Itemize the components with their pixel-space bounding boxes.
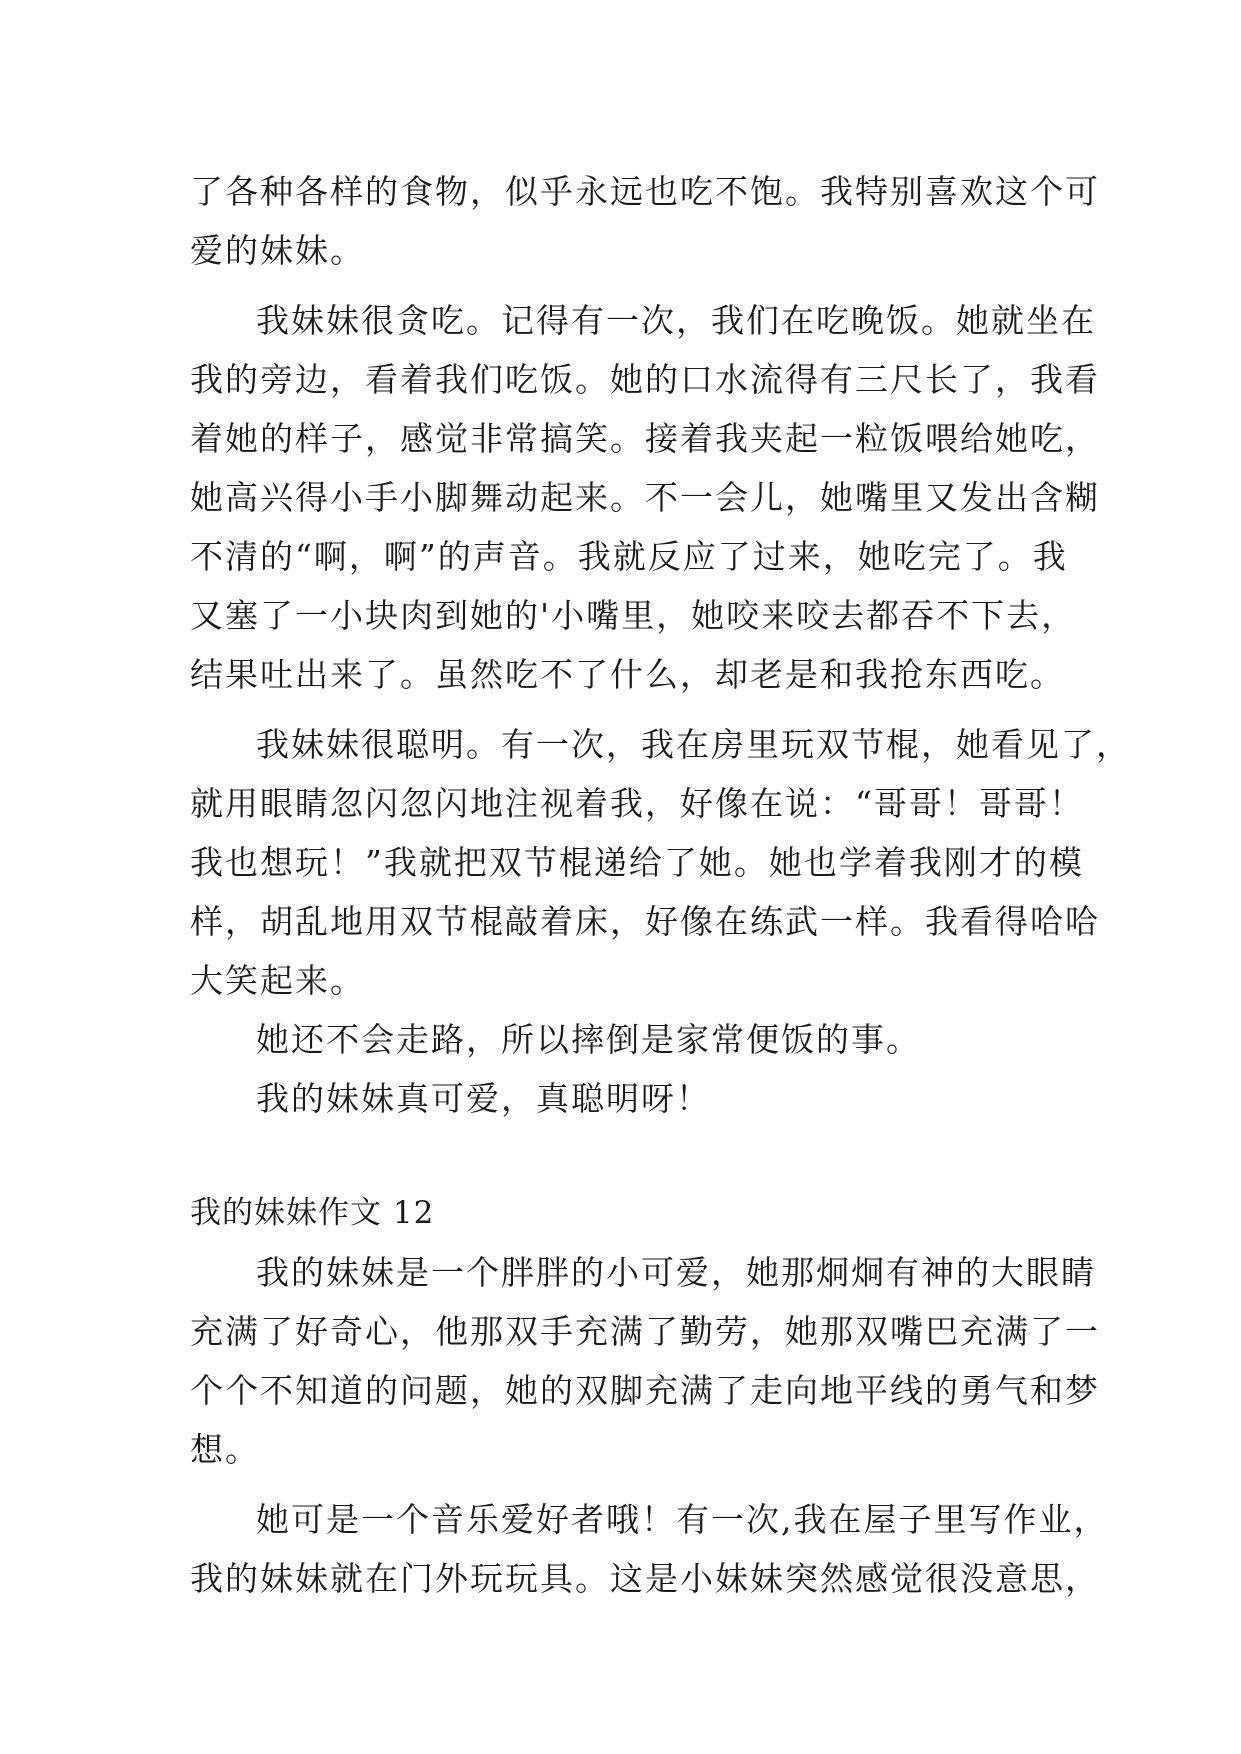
paragraph-5 xyxy=(190,1069,1070,1128)
paragraph-6 xyxy=(190,1243,1100,1479)
text-line: 她可是一个音乐爱好者哦！有一次,我在屋子里写作业， xyxy=(256,1500,1109,1539)
text-line: 我妹妹很贪吃。记得有一次，我们在吃晚饭。她就坐在 xyxy=(256,301,1096,340)
paragraph-7 xyxy=(190,1490,1109,1608)
text-line: 爱的妹妹。 xyxy=(190,231,365,270)
text-line: 她高兴得小手小脚舞动起来。不一会儿，她嘴里又发出含糊 xyxy=(190,478,1100,517)
text-line: 个个不知道的问题，她的双脚充满了走向地平线的勇气和梦 xyxy=(190,1371,1100,1410)
text-line: 想。 xyxy=(190,1430,260,1469)
paragraph-4 xyxy=(190,1010,1070,1069)
text-line: 了各种各样的食物，似乎永远也吃不饱。我特别喜欢这个可 xyxy=(190,172,1100,211)
text-line: 我的妹妹真可爱，真聪明呀！ xyxy=(256,1079,711,1118)
text-line: 我的旁边，看着我们吃饭。她的口水流得有三尺长了，我看 xyxy=(190,360,1100,399)
text-line: 我的妹妹就在门外玩玩具。这是小妹妹突然感觉很没意思， xyxy=(190,1559,1100,1598)
text-line: 结果吐出来了。虽然吃不了什么，却老是和我抢东西吃。 xyxy=(190,655,1065,694)
paragraph-3 xyxy=(190,715,1131,1010)
document-body xyxy=(190,162,1131,1608)
text-line: 不清的“啊，啊”的声音。我就反应了过来，她吃完了。我 xyxy=(190,537,1068,576)
paragraph-spacer xyxy=(190,704,1070,715)
text-line: 又塞了一小块肉到她的'小嘴里，她咬来咬去都吞不下去， xyxy=(190,596,1077,635)
text-line: 我的妹妹是一个胖胖的小可爱，她那炯炯有神的大眼睛 xyxy=(256,1253,1096,1292)
section-spacer xyxy=(190,1128,1070,1184)
text-line: 我也想玩！”我就把双节棍递给了她。她也学着我刚才的模 xyxy=(190,843,1084,882)
paragraph-spacer xyxy=(190,1479,1070,1490)
text-line: 她还不会走路，所以摔倒是家常便饭的事。 xyxy=(256,1020,921,1059)
paragraph-spacer xyxy=(190,280,1070,291)
text-line: 我妹妹很聪明。有一次，我在房里玩双节棍，她看见了， xyxy=(256,725,1131,764)
text-line: 样，胡乱地用双节棍敲着床，好像在练武一样。我看得哈哈 xyxy=(190,902,1100,941)
text-line: 充满了好奇心，他那双手充满了勤劳，她那双嘴巴充满了一 xyxy=(190,1312,1100,1351)
section-heading: 我的妹妹作文 12 xyxy=(190,1195,435,1231)
text-line: 着她的样子，感觉非常搞笑。接着我夹起一粒饭喂给她吃， xyxy=(190,419,1100,458)
paragraph-1 xyxy=(190,162,1100,280)
text-line: 就用眼睛忽闪忽闪地注视着我，好像在说：“哥哥！哥哥！ xyxy=(190,784,1084,823)
paragraph-2 xyxy=(190,291,1100,704)
text-line: 大笑起来。 xyxy=(190,961,365,1000)
